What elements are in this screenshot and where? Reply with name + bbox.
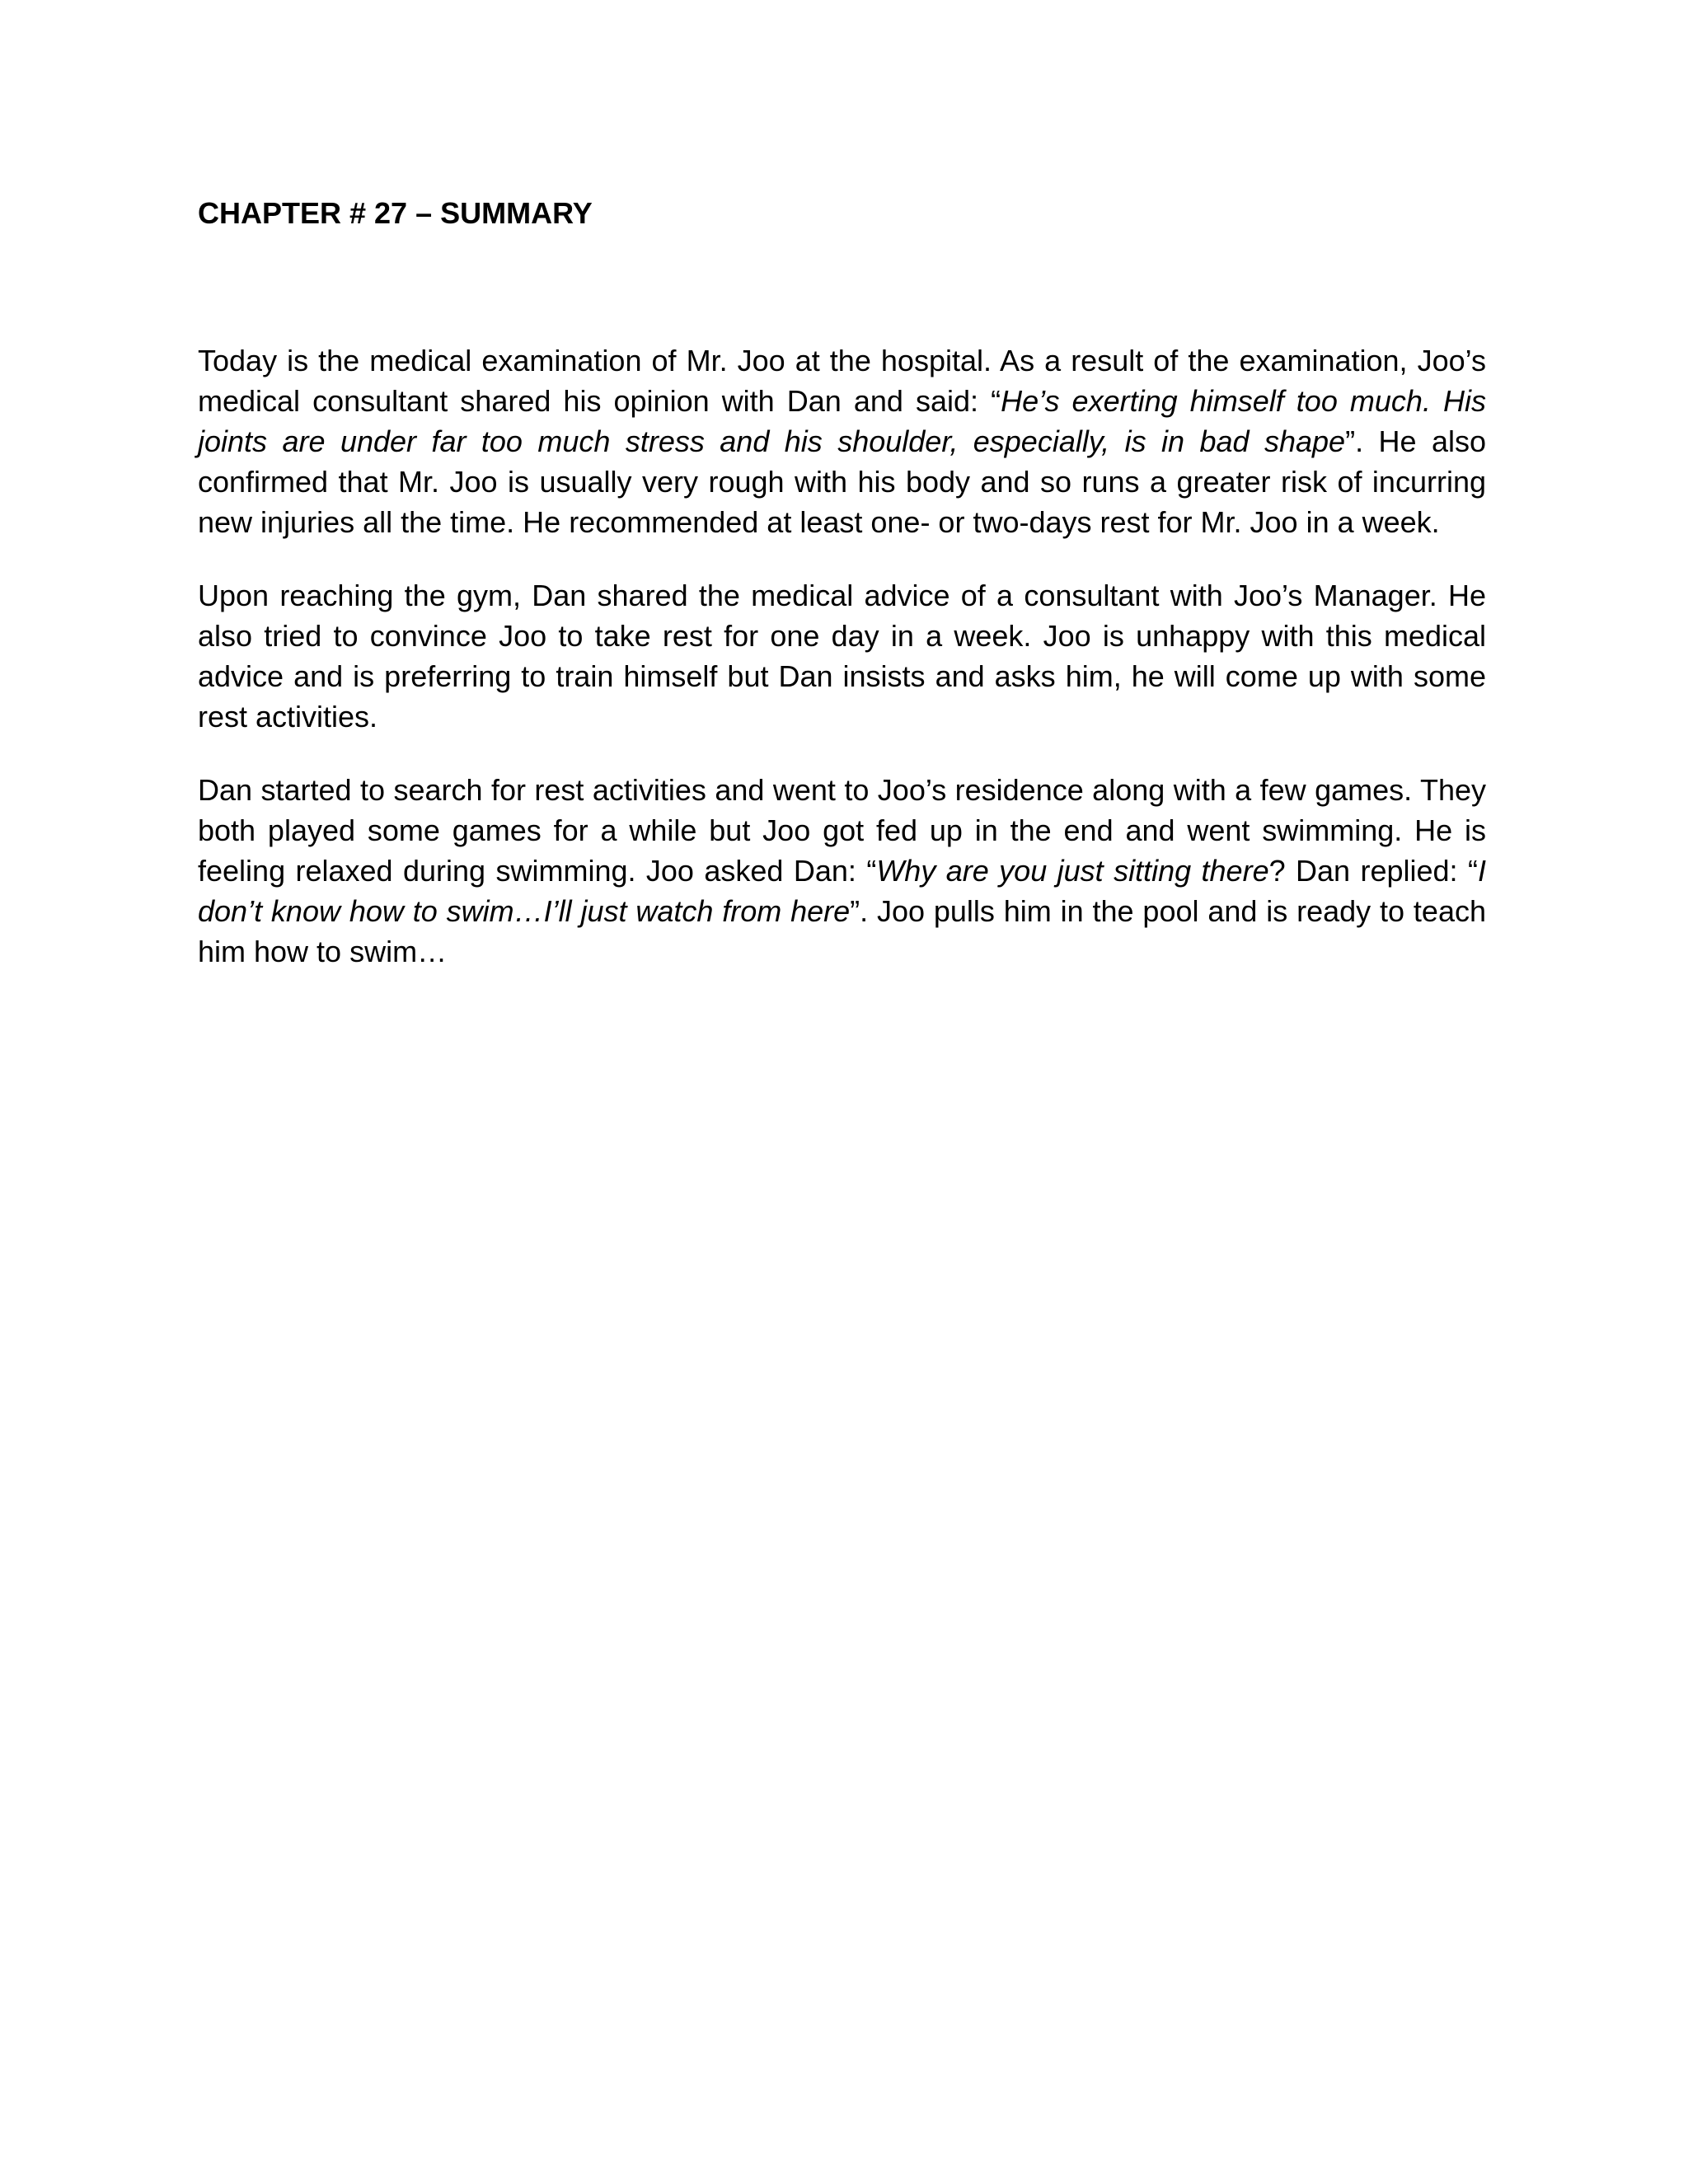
quote-consultant: He’s exerting himself too much. His joints are under far too much stress and his shoulder, especially, is in bad shape xyxy=(198,384,1487,458)
quote-joo: Why are you just sitting there xyxy=(876,854,1269,888)
paragraph-text: ”. He also confirmed that Mr. Joo is usually very rough with his body and so runs a greater risk of incurring new injuries all the time. He recommended at least one- or two-days rest for Mr. Joo in a week. xyxy=(198,424,1486,539)
paragraph-text: ? Dan replied: “ xyxy=(1268,854,1478,888)
paragraph-text: ”. Joo pulls him in the pool and is ready to teach him how to swim… xyxy=(198,894,1486,968)
paragraph-gym xyxy=(198,575,1486,737)
paragraph-text: Upon reaching the gym, Dan shared the medical advice of a consultant with Joo’s Manager. He also tried to convince Joo to take rest for one day in a week. Joo is unhappy with this medical advice and is preferring to train himself but Dan insists and asks him, he will come up with some rest activities. xyxy=(198,579,1486,733)
quote-dan: I don’t know how to swim…I’ll just watch from here xyxy=(198,854,1486,928)
paragraph-rest-activities xyxy=(198,770,1486,972)
summary-body xyxy=(198,340,1486,1005)
paragraph-text: Today is the medical examination of Mr. Joo at the hospital. As a result of the examination, Joo’s medical consultant shared his opinion with Dan and said: “ xyxy=(198,344,1486,418)
paragraph-hospital-exam xyxy=(198,340,1486,542)
chapter-title: CHAPTER # 27 – SUMMARY xyxy=(198,196,593,230)
paragraph-text: Dan started to search for rest activities and went to Joo’s residence along with a few games. They both played some games for a while but Joo got fed up in the end and went swimming. He is feeling relaxed during swimming. Joo asked Dan: “ xyxy=(198,773,1486,888)
